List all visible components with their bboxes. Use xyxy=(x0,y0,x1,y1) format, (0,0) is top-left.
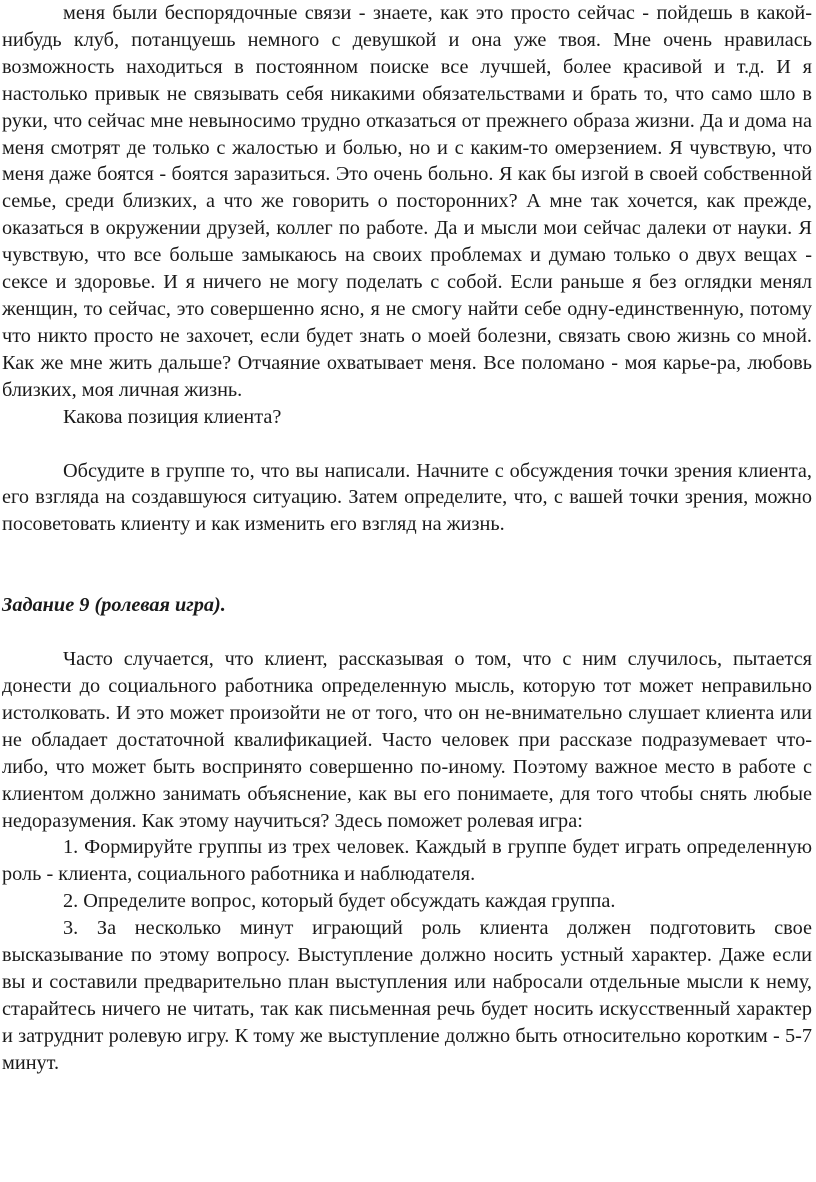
group-discussion-paragraph: Обсудите в группе то, что вы написали. Начните с обсуждения точки зрения клиента, его взгляда на создавшуюся ситуацию. Затем определите, что, с вашей точки зрения, можно посоветовать клиенту и как изменить его взгляд на жизнь. xyxy=(2,459,812,536)
blank-line xyxy=(2,565,812,592)
task-heading: Задание 9 (ролевая игра). xyxy=(2,594,226,617)
blank-line xyxy=(2,619,812,646)
step-item-1: 1. Формируйте группы из трех человек. Каждый в группе будет играть определенную роль - клиента, социального работника и наблюдателя. xyxy=(2,836,812,886)
client-position-question: Какова позиция клиента? xyxy=(63,405,282,428)
blank-line xyxy=(2,431,812,458)
document-page xyxy=(2,0,812,1077)
client-monologue-paragraph: меня были беспорядочные связи - знаете, как это просто сейчас - пойдешь в какой-нибудь клуб, потанцуешь немного с девушкой и она уже твоя. Мне очень нравилась возможность находиться в постоянном поиске все лучшей, более красивой и т.д. И я настолько привык не связывать себя никакими обязательствами и брать то, что само шло в руки, что сейчас мне невыносимо трудно отказаться от прежнего образа жизни. Да и дома на меня смотрят де только с жалостью и болью, но и с каким-то омерзением. Я чувствую, что меня даже боятся - боятся заразиться. Это очень больно. Я как бы изгой в своей собственной семье, среди близких, а что же говорить о посторонних? А мне так хочется, как прежде, оказаться в окружении друзей, коллег по работе. Да и мысли мои сейчас далеки от науки. Я чувствую, что все больше замыкаюсь на своих проблемах и думаю только о двух вещах - сексе и здоровье. И я ничего не могу поделать с собой. Если раньше я без оглядки менял женщин, то сейчас, это совершенно ясно, я не смогу найти себе одну-единственную, потому что никто просто не захочет, если будет знать о моей болезни, связать свою жизнь со мной. Как же мне жить дальше? Отчаяние охватывает меня. Все поломано - моя карье-ра, любовь близких, моя личная жизнь. xyxy=(2,2,812,401)
role-play-intro-paragraph: Часто случается, что клиент, рассказывая о том, что с ним случилось, пытается донести до социального работника определенную мысль, которую тот может неправильно истолковать. И это может произойти не от того, что он не-внимательно слушает клиента или не обладает достаточной квалификацией. Часто человек при рассказе подразумевает что-либо, что может быть воспринято совершенно по-иному. Поэтому важное место в работе с клиентом должно занимать объяснение, как вы его понимаете, для того чтобы снять любые недоразумения. Как этому научиться? Здесь поможет ролевая игра: xyxy=(2,648,812,832)
step-item-2: 2. Определите вопрос, который будет обсуждать каждая группа. xyxy=(63,890,616,913)
blank-line xyxy=(2,538,812,565)
step-item-3: 3. За несколько минут играющий роль клиента должен подготовить свое высказывание по этому вопросу. Выступление должно носить устный характер. Даже если вы и составили предварительно план выступления или набросали отдельные мысли к нему, старайтесь ничего не читать, так как письменная речь будет носить искусственный характер и затруднит ролевую игру. К тому же выступление должно быть относительно коротким - 5-7 минут. xyxy=(2,917,812,1074)
